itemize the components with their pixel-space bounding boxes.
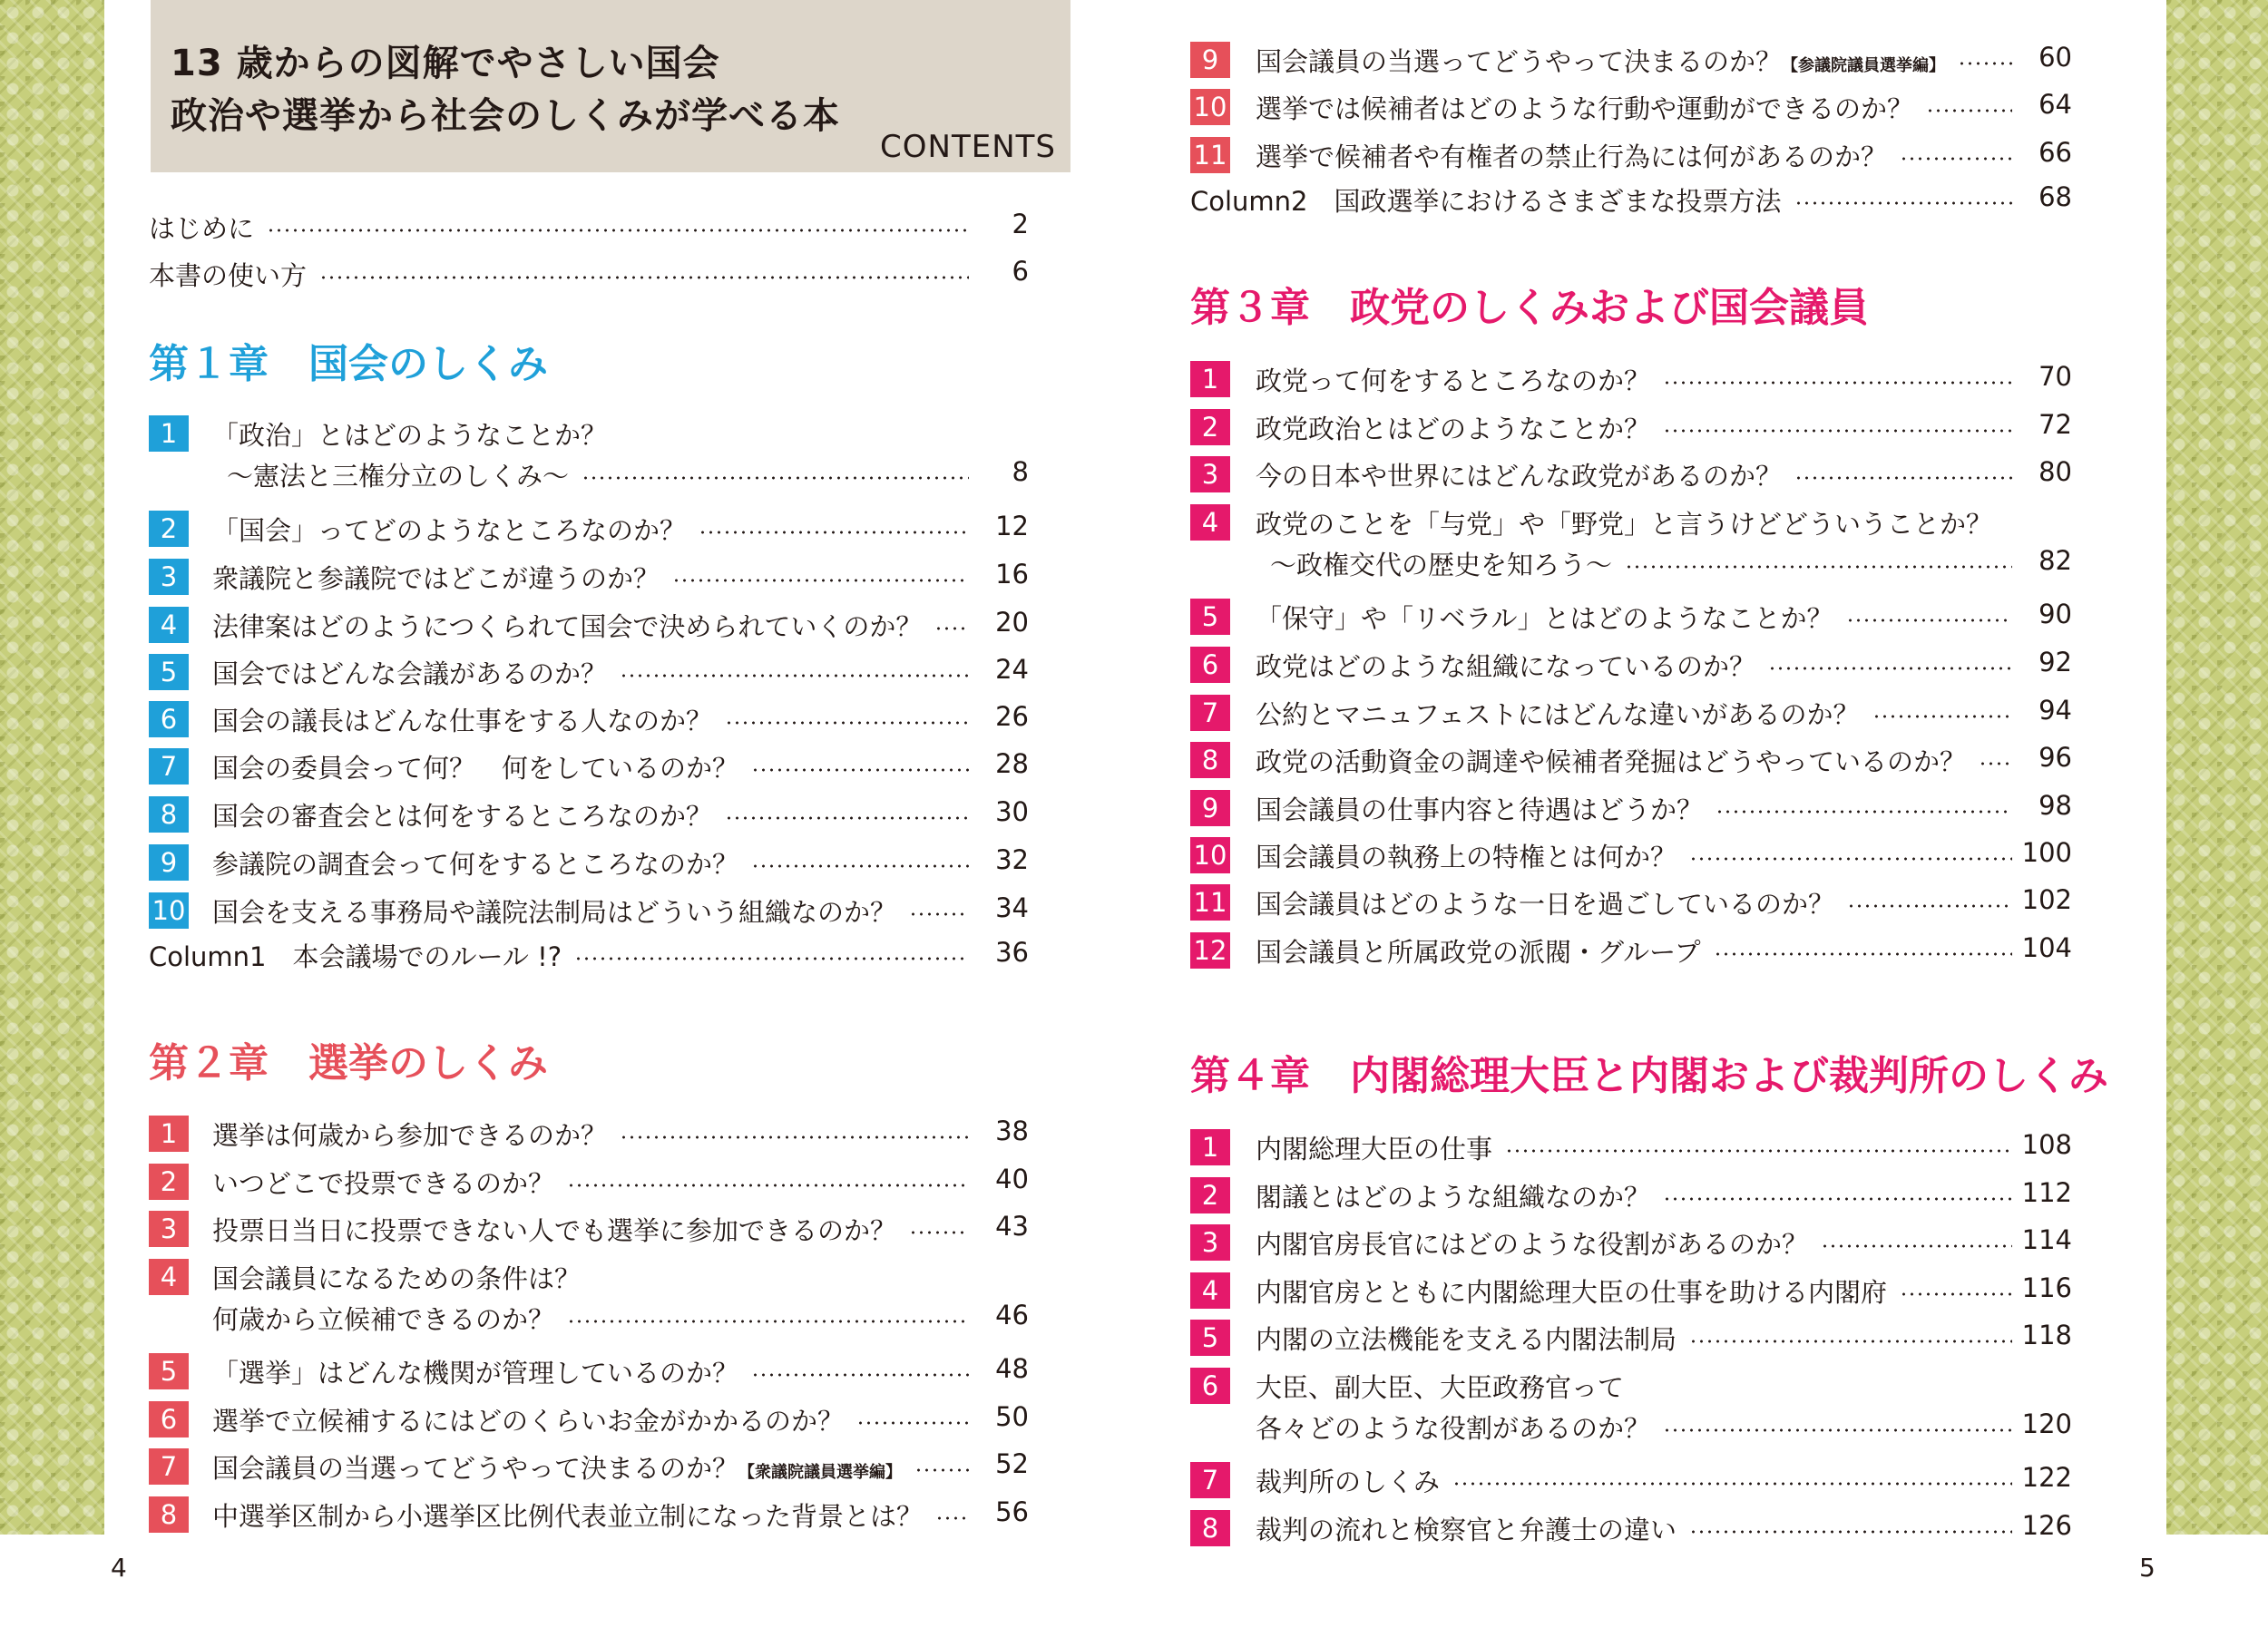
entry-number-badge: 9 [1190,42,1230,78]
entry-page-number: 30 [995,796,1029,827]
entry-number-badge: 1 [1190,1129,1230,1165]
chapter-heading: 第２章 選挙のしくみ [149,1040,548,1087]
entry-title[interactable]: 内閣総理大臣の仕事 [1256,1134,1493,1165]
leader-dots [1663,429,2012,433]
entry-title[interactable]: 「国会」ってどのようなところなのか？ [212,515,687,546]
leader-dots [1663,1197,2012,1201]
entry-number-badge: 6 [149,701,189,737]
entry-title[interactable]: いつどこで投票できるのか？ [212,1168,555,1199]
entry-title[interactable]: 国会議員の当選ってどうやって決まるのか？【参議院議員選挙編】 [1256,46,1946,77]
entry-number-badge: 5 [1190,599,1230,635]
entry-number-badge: 11 [1190,137,1230,173]
leader-dots [751,864,969,868]
entry-page-number: 56 [995,1496,1029,1527]
entry-title[interactable]: Column1 本会議場でのルール !? [149,941,562,972]
entry-title[interactable]: 国会議員はどのような一日を過ごしているのか？ [1256,889,1835,920]
leader-dots [567,1320,969,1323]
entry-title[interactable]: 選挙では候補者はどのような行動や運動ができるのか？ [1256,93,1914,124]
entry-number-badge: 3 [1190,1224,1230,1261]
entry-number-badge: 5 [149,1353,189,1389]
entry-number-badge: 6 [1190,647,1230,683]
entry-number-badge: 7 [149,1448,189,1485]
leader-dots [1716,810,2012,814]
entry-title-tag: 【衆議院議員選挙編】 [738,1463,903,1482]
entry-page-number: 50 [995,1401,1029,1432]
entry-subtitle[interactable]: 各々どのような役割があるのか？ [1256,1413,1651,1444]
entry-number-badge: 8 [1190,1510,1230,1546]
entry-number-badge: 2 [149,511,189,547]
entry-title[interactable]: 内閣の立法機能を支える内閣法制局 [1256,1324,1677,1355]
entry-page-number: 122 [2021,1462,2072,1493]
book-title-line2: 政治や選挙から社会のしくみが学べる本 [171,95,840,137]
entry-title[interactable]: 参議院の調査会って何をするところなのか？ [212,849,739,880]
decorative-pattern-left [0,0,104,1535]
entry-page-number: 120 [2021,1408,2072,1439]
book-title-line1: 13 歳からの図解でやさしい国会 [171,43,720,84]
entry-page-number: 34 [995,892,1029,923]
entry-title[interactable]: 政党のことを「与党」や「野党」と言うけどどういうことか？ [1256,509,1993,540]
leader-dots [1452,1482,2012,1486]
entry-page-number: 32 [995,844,1029,875]
entry-title[interactable]: 裁判所のしくみ [1256,1467,1441,1497]
entry-title[interactable]: 投票日当日に投票できない人でも選挙に参加できるのか？ [212,1215,897,1246]
entry-page-number: 28 [995,748,1029,779]
entry-page-number: 104 [2021,932,2072,963]
entry-page-number: 108 [2021,1129,2072,1160]
entry-page-number: 96 [2038,742,2072,773]
leader-dots [909,912,969,916]
leader-dots [751,768,969,772]
entry-number-badge: 2 [149,1164,189,1200]
entry-page-number: 26 [995,701,1029,732]
decorative-pattern-right [2166,0,2268,1535]
entry-page-number: 114 [2021,1224,2072,1255]
leader-dots [1794,476,2012,480]
entry-number-badge: 7 [1190,1462,1230,1498]
entry-page-number: 46 [995,1300,1029,1330]
leader-dots [620,1135,969,1139]
entry-number-badge: 5 [1190,1320,1230,1356]
leader-dots [856,1421,969,1425]
entry-page-number: 20 [995,607,1029,638]
entry-number-badge: 3 [1190,456,1230,492]
entry-page-number: 24 [995,654,1029,685]
entry-title[interactable]: 政党の活動資金の調達や候補者発掘はどうやっているのか？ [1256,746,1967,777]
entry-number-badge: 8 [149,1496,189,1533]
page-number-right: 5 [2139,1553,2156,1583]
entry-page-number: 118 [2021,1320,2072,1350]
entry-title[interactable]: 国会ではどんな会議があるのか？ [212,658,608,689]
leader-dots [1846,619,2012,622]
entry-number-badge: 10 [1190,89,1230,125]
entry-page-number: 116 [2021,1272,2072,1303]
leader-dots [1847,904,2012,908]
entry-number-badge: 4 [149,607,189,643]
leader-dots [1821,1244,2012,1248]
entry-page-number: 38 [995,1116,1029,1146]
chapter-heading: 第１章 国会のしくみ [149,341,548,387]
entry-page-number: 80 [2038,456,2072,487]
entry-page-number: 64 [2038,89,2072,120]
entry-title[interactable]: 中選挙区制から小選挙区比例代表並立制になった背景とは？ [212,1501,924,1532]
entry-title[interactable]: 国会の審査会とは何をするところなのか？ [212,801,713,832]
entry-title[interactable]: 国会議員の当選ってどうやって決まるのか？【衆議院議員選挙編】 [212,1453,903,1484]
leader-dots [1689,1340,2012,1343]
leader-dots [699,531,969,534]
entry-number-badge: 10 [1190,837,1230,873]
entry-number-badge: 1 [149,415,189,452]
entry-number-badge: 6 [1190,1368,1230,1404]
entry-page-number: 16 [995,559,1029,590]
entry-number-badge: 1 [149,1116,189,1152]
leader-dots [1979,762,2012,765]
entry-number-badge: 12 [1190,932,1230,969]
entry-title[interactable]: 政党はどのような組織になっているのか？ [1256,651,1756,682]
entry-title[interactable]: はじめに [149,213,255,244]
entry-title-tag: 【参議院議員選挙編】 [1782,56,1946,75]
entry-page-number: 92 [2038,647,2072,677]
entry-page-number: 12 [995,511,1029,541]
entry-title[interactable]: 国会議員になるための条件は？ [212,1263,582,1294]
entry-title[interactable]: 選挙で立候補するにはどのくらいお金がかかるのか？ [212,1406,845,1437]
entry-number-badge: 5 [149,654,189,690]
entry-page-number: 43 [995,1211,1029,1242]
leader-dots [914,1468,969,1472]
entry-subtitle[interactable]: 何歳から立候補できるのか？ [212,1304,555,1335]
entry-subtitle[interactable]: ～政権交代の歴史を知ろう～ [1270,550,1613,580]
entry-title[interactable]: 国会の委員会って何？ 何をしているのか？ [212,753,739,784]
entry-title[interactable]: 選挙は何歳から参加できるのか？ [212,1120,608,1151]
entry-title[interactable]: 衆議院と参議院ではどこが違うのか？ [212,563,660,594]
leader-dots [1926,109,2012,112]
leader-dots [1714,952,2012,956]
entry-page-number: 6 [1012,256,1029,287]
entry-page-number: 70 [2038,361,2072,392]
leader-dots [1900,1292,2012,1296]
entry-page-number: 66 [2038,137,2072,168]
entry-title[interactable]: 政党政治とはどのようなことか？ [1256,414,1651,444]
leader-dots [1625,565,2012,569]
entry-number-badge: 2 [1190,409,1230,445]
entry-page-number: 112 [2021,1177,2072,1208]
entry-title[interactable]: 「選挙」はどんな機関が管理しているのか？ [212,1358,739,1389]
entry-number-badge: 6 [149,1401,189,1437]
leader-dots [1900,157,2012,161]
entry-title[interactable]: 政党って何をするところなのか？ [1256,365,1651,396]
entry-number-badge: 4 [1190,1272,1230,1309]
leader-dots [1768,667,2012,670]
leader-dots [620,674,969,677]
entry-title[interactable]: 国会の議長はどんな仕事をする人なのか？ [212,706,713,736]
entry-title[interactable]: 国会議員と所属政党の派閥・グループ [1256,937,1701,968]
entry-number-badge: 8 [1190,742,1230,778]
entry-number-badge: 7 [1190,695,1230,731]
leader-dots [1689,857,2012,861]
entry-number-badge: 4 [149,1259,189,1295]
entry-title[interactable]: 本書の使い方 [149,260,308,291]
entry-title[interactable]: 大臣、副大臣、大臣政務官って [1256,1372,1625,1403]
contents-label: CONTENTS [880,129,1056,165]
entry-title[interactable]: 内閣官房長官にはどのような役割があるのか？ [1256,1229,1809,1260]
leader-dots [1663,381,2012,385]
entry-page-number: 102 [2021,884,2072,915]
entry-page-number: 72 [2038,409,2072,440]
leader-dots [725,816,969,820]
entry-page-number: 100 [2021,837,2072,868]
entry-number-badge: 3 [149,559,189,595]
leader-dots [582,476,969,480]
leader-dots [1689,1530,2012,1534]
entry-title[interactable]: 「政治」とはどのようなことか？ [212,420,608,451]
entry-page-number: 2 [1012,209,1029,239]
entry-number-badge: 3 [149,1211,189,1247]
leader-dots [934,627,969,630]
entry-title[interactable]: Column2 国政選挙におけるさまざまな投票方法 [1190,186,1782,217]
leader-dots [1505,1149,2012,1153]
entry-number-badge: 9 [149,844,189,881]
leader-dots [1872,715,2012,718]
entry-title[interactable]: 裁判の流れと検察官と弁護士の違い [1256,1515,1677,1545]
leader-dots [751,1373,969,1377]
entry-number-badge: 9 [1190,790,1230,826]
entry-number-badge: 2 [1190,1177,1230,1213]
entry-title[interactable]: 法律案はどのようにつくられて国会で決められていくのか？ [212,611,923,642]
entry-number-badge: 7 [149,748,189,785]
leader-dots [672,579,969,582]
entry-title[interactable]: 国会議員の執務上の特権とは何か？ [1256,842,1677,872]
entry-page-number: 98 [2038,790,2072,821]
entry-title[interactable]: 今の日本や世界にはどんな政党があるのか？ [1256,461,1783,492]
chapter-heading: 第３章 政党のしくみおよび国会議員 [1190,285,1869,331]
entry-number-badge: 11 [1190,884,1230,921]
leader-dots [935,1516,969,1520]
leader-dots [319,276,969,279]
leader-dots [567,1184,969,1187]
entry-page-number: 52 [995,1448,1029,1479]
leader-dots [1663,1428,2012,1432]
leader-dots [574,957,969,960]
entry-number-badge: 8 [149,796,189,833]
entry-title[interactable]: 「保守」や「リベラル」とはどのようなことか？ [1256,603,1833,634]
entry-title[interactable]: 内閣官房とともに内閣総理大臣の仕事を助ける内閣府 [1256,1277,1888,1308]
chapter-heading: 第４章 内閣総理大臣と内閣および裁判所のしくみ [1190,1053,2108,1099]
entry-page-number: 48 [995,1353,1029,1384]
entry-page-number: 94 [2038,695,2072,726]
entry-number-badge: 10 [149,892,189,929]
book-title-box [151,0,1070,172]
entry-page-number: 8 [1012,456,1029,487]
entry-page-number: 40 [995,1164,1029,1194]
entry-title[interactable]: 選挙で候補者や有権者の禁止行為には何があるのか？ [1256,141,1888,172]
entry-number-badge: 4 [1190,504,1230,541]
entry-title[interactable]: 国会を支える事務局や議院法制局はどういう組織なのか？ [212,897,897,928]
leader-dots [725,721,969,725]
entry-page-number: 36 [995,937,1029,968]
entry-page-number: 82 [2038,545,2072,576]
leader-dots [909,1231,969,1234]
entry-page-number: 68 [2038,181,2072,212]
leader-dots [1794,201,2012,205]
page-number-left: 4 [111,1553,127,1583]
entry-number-badge: 1 [1190,361,1230,397]
entry-page-number: 126 [2021,1510,2072,1541]
entry-page-number: 60 [2038,42,2072,73]
entry-page-number: 90 [2038,599,2072,629]
entry-title[interactable]: 国会議員の仕事内容と待遇はどうか？ [1256,794,1704,825]
leader-dots [1958,62,2012,65]
leader-dots [267,229,969,232]
entry-subtitle[interactable]: ～憲法と三権分立のしくみ～ [227,461,570,492]
entry-title[interactable]: 閣議とはどのような組織なのか？ [1256,1182,1651,1213]
entry-title[interactable]: 公約とマニュフェストにはどんな違いがあるのか？ [1256,699,1860,730]
